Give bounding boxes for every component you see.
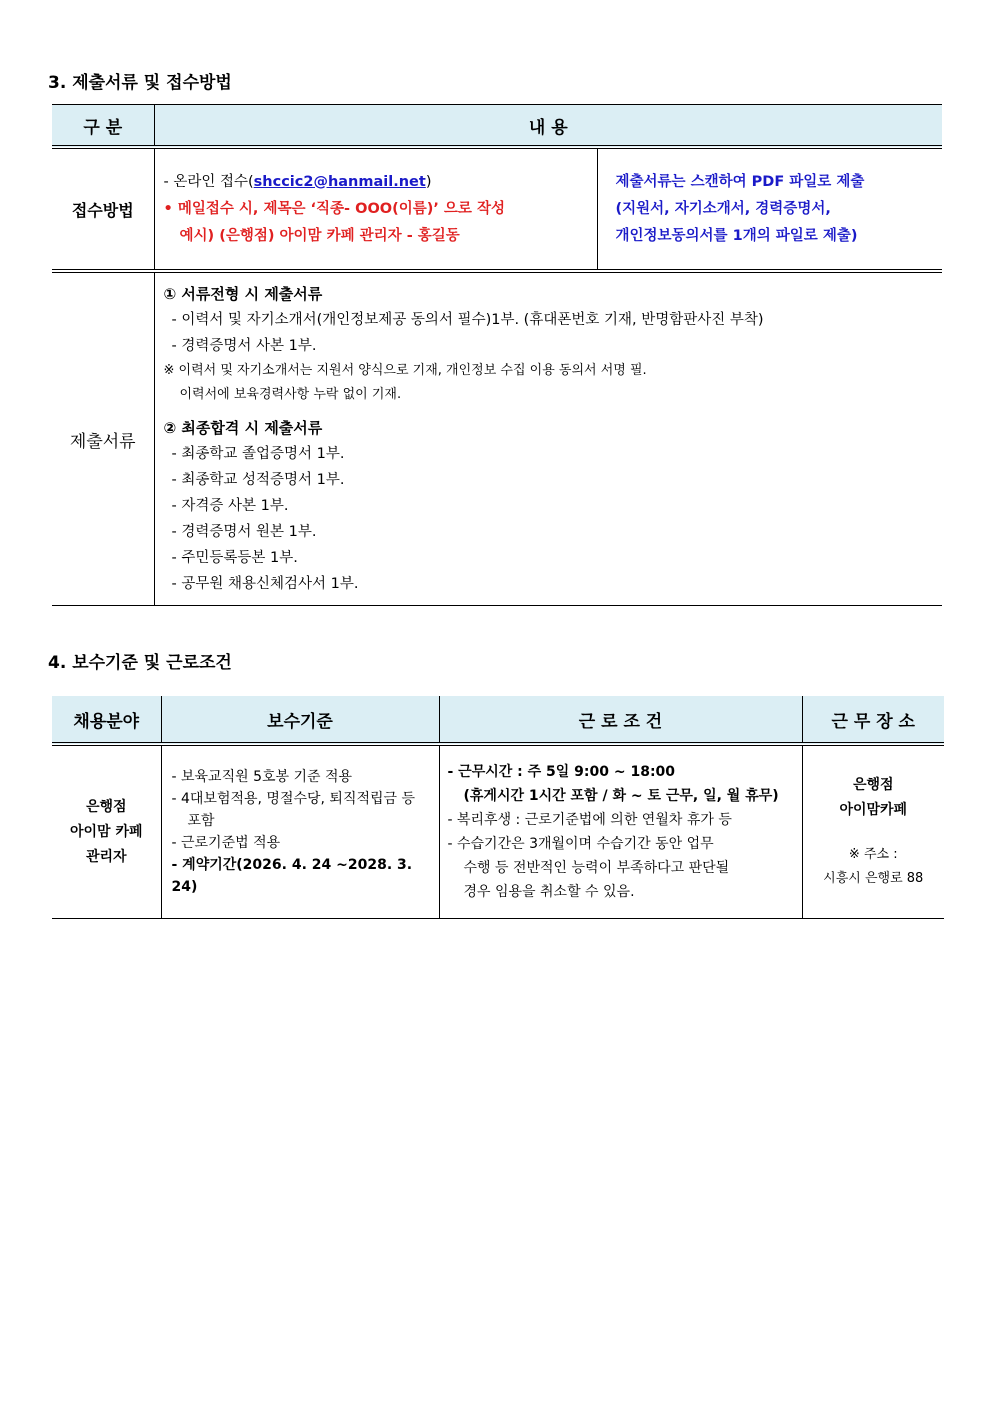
field-line-2: 아이맘 카페 [70,823,143,840]
stage1-note: ※ 이력서 및 자기소개서는 지원서 양식으로 기재, 개인정보 수집 이용 동의서 서명 필. [163,363,647,378]
list-item: - 경력증명서 사본 1부. [171,338,317,354]
method-row [52,147,942,271]
welfare: - 복리후생 : 근로기준법에 의한 연월차 휴가 등 [447,812,732,828]
note-line-1: 제출서류는 스캔하여 PDF 파일로 제출 [615,173,865,190]
note-line-3: 개인정보동의서를 1개의 파일로 제출) [615,227,858,244]
location-cell [802,744,944,919]
location-address [803,843,945,891]
list-item: - 주민등록등본 1부. [171,550,298,566]
location-name-1: 은행점 [852,777,894,793]
conditions-header-row [52,696,944,744]
method-label: 접수방법 [52,147,154,271]
conditions-cell [439,744,802,919]
documents-row [52,271,942,606]
header-category: 구 분 [52,105,154,148]
location-name-2: 아이맘카페 [839,802,908,818]
pay-cell [161,744,439,919]
list-item: - 경력증명서 원본 1부. [171,524,317,540]
documents-body [154,271,942,606]
header-location: 근 무 장 소 [802,696,944,744]
field-line-1: 은행점 [85,798,127,815]
pay-line: - 근로기준법 적용 [171,835,281,851]
submission-table [52,104,942,606]
method-note [597,147,942,271]
field-cell [52,744,161,919]
stage2-title: ② 최종합격 시 제출서류 [163,419,323,437]
probation-line-1: - 수습기간은 3개월이며 수습기간 동안 업무 [447,836,714,852]
list-item: - 자격증 사본 1부. [171,498,289,514]
pay-line: - 4대보험적용, 명절수당, 퇴직적립금 등 [171,791,416,807]
address-label: ※ 주소 : [848,847,898,862]
email-link[interactable]: shccic2@hanmail.net [253,173,426,190]
header-content: 내 용 [154,105,942,148]
list-item: - 이력서 및 자기소개서(개인정보제공 동의서 필수)1부. (휴대폰번호 기재, 반명함판사진 부착) [171,312,764,328]
header-field: 채용분야 [52,696,161,744]
stage1-title: ① 서류전형 시 제출서류 [163,285,323,303]
online-line [164,169,597,196]
mail-example: 예시) (은행점) 아이맘 카페 관리자 - 홍길동 [179,227,460,244]
probation-line-2: 수행 등 전반적인 능력이 부족하다고 판단될 [463,860,730,876]
probation-line-3: 경우 임용을 취소할 수 있음. [463,884,635,900]
list-item: - 최종학교 졸업증명서 1부. [171,446,345,462]
list-item: - 최종학교 성적증명서 1부. [171,472,345,488]
submission-header-row [52,105,942,148]
pay-line: - 보육교직원 5호봉 기준 적용 [171,769,353,785]
mail-instruction: • 메일접수 시, 제목은 ‘직종- OOO(이름)’ 으로 작성 [163,200,505,217]
conditions-row [52,744,944,919]
documents-label: 제출서류 [52,271,154,606]
header-conditions: 근 로 조 건 [439,696,802,744]
address-value: 시흥시 은행로 88 [823,871,924,886]
method-details [154,147,597,271]
online-prefix: - 온라인 접수( [163,173,254,190]
note-line-2: (지원서, 자기소개서, 경력증명서, [615,200,831,217]
pay-line: 포함 [187,813,215,829]
field-line-3: 관리자 [85,848,127,865]
section4-title: 4. 보수기준 및 근로조건 [48,653,232,673]
stage1-note-2: 이력서에 보육경력사항 누락 없이 기재. [179,387,402,402]
section3-title: 3. 제출서류 및 접수방법 [48,73,232,93]
conditions-table [52,696,944,919]
list-item: - 공무원 채용신체검사서 1부. [171,576,359,592]
online-suffix: ) [425,173,432,190]
contract-period: - 계약기간(2026. 4. 24 ~2028. 3. 24) [171,857,413,895]
work-hours-detail: (휴게시간 1시간 포함 / 화 ~ 토 근무, 일, 월 휴무) [463,788,779,804]
header-pay: 보수기준 [161,696,439,744]
work-hours: - 근무시간 : 주 5일 9:00 ~ 18:00 [447,764,676,780]
